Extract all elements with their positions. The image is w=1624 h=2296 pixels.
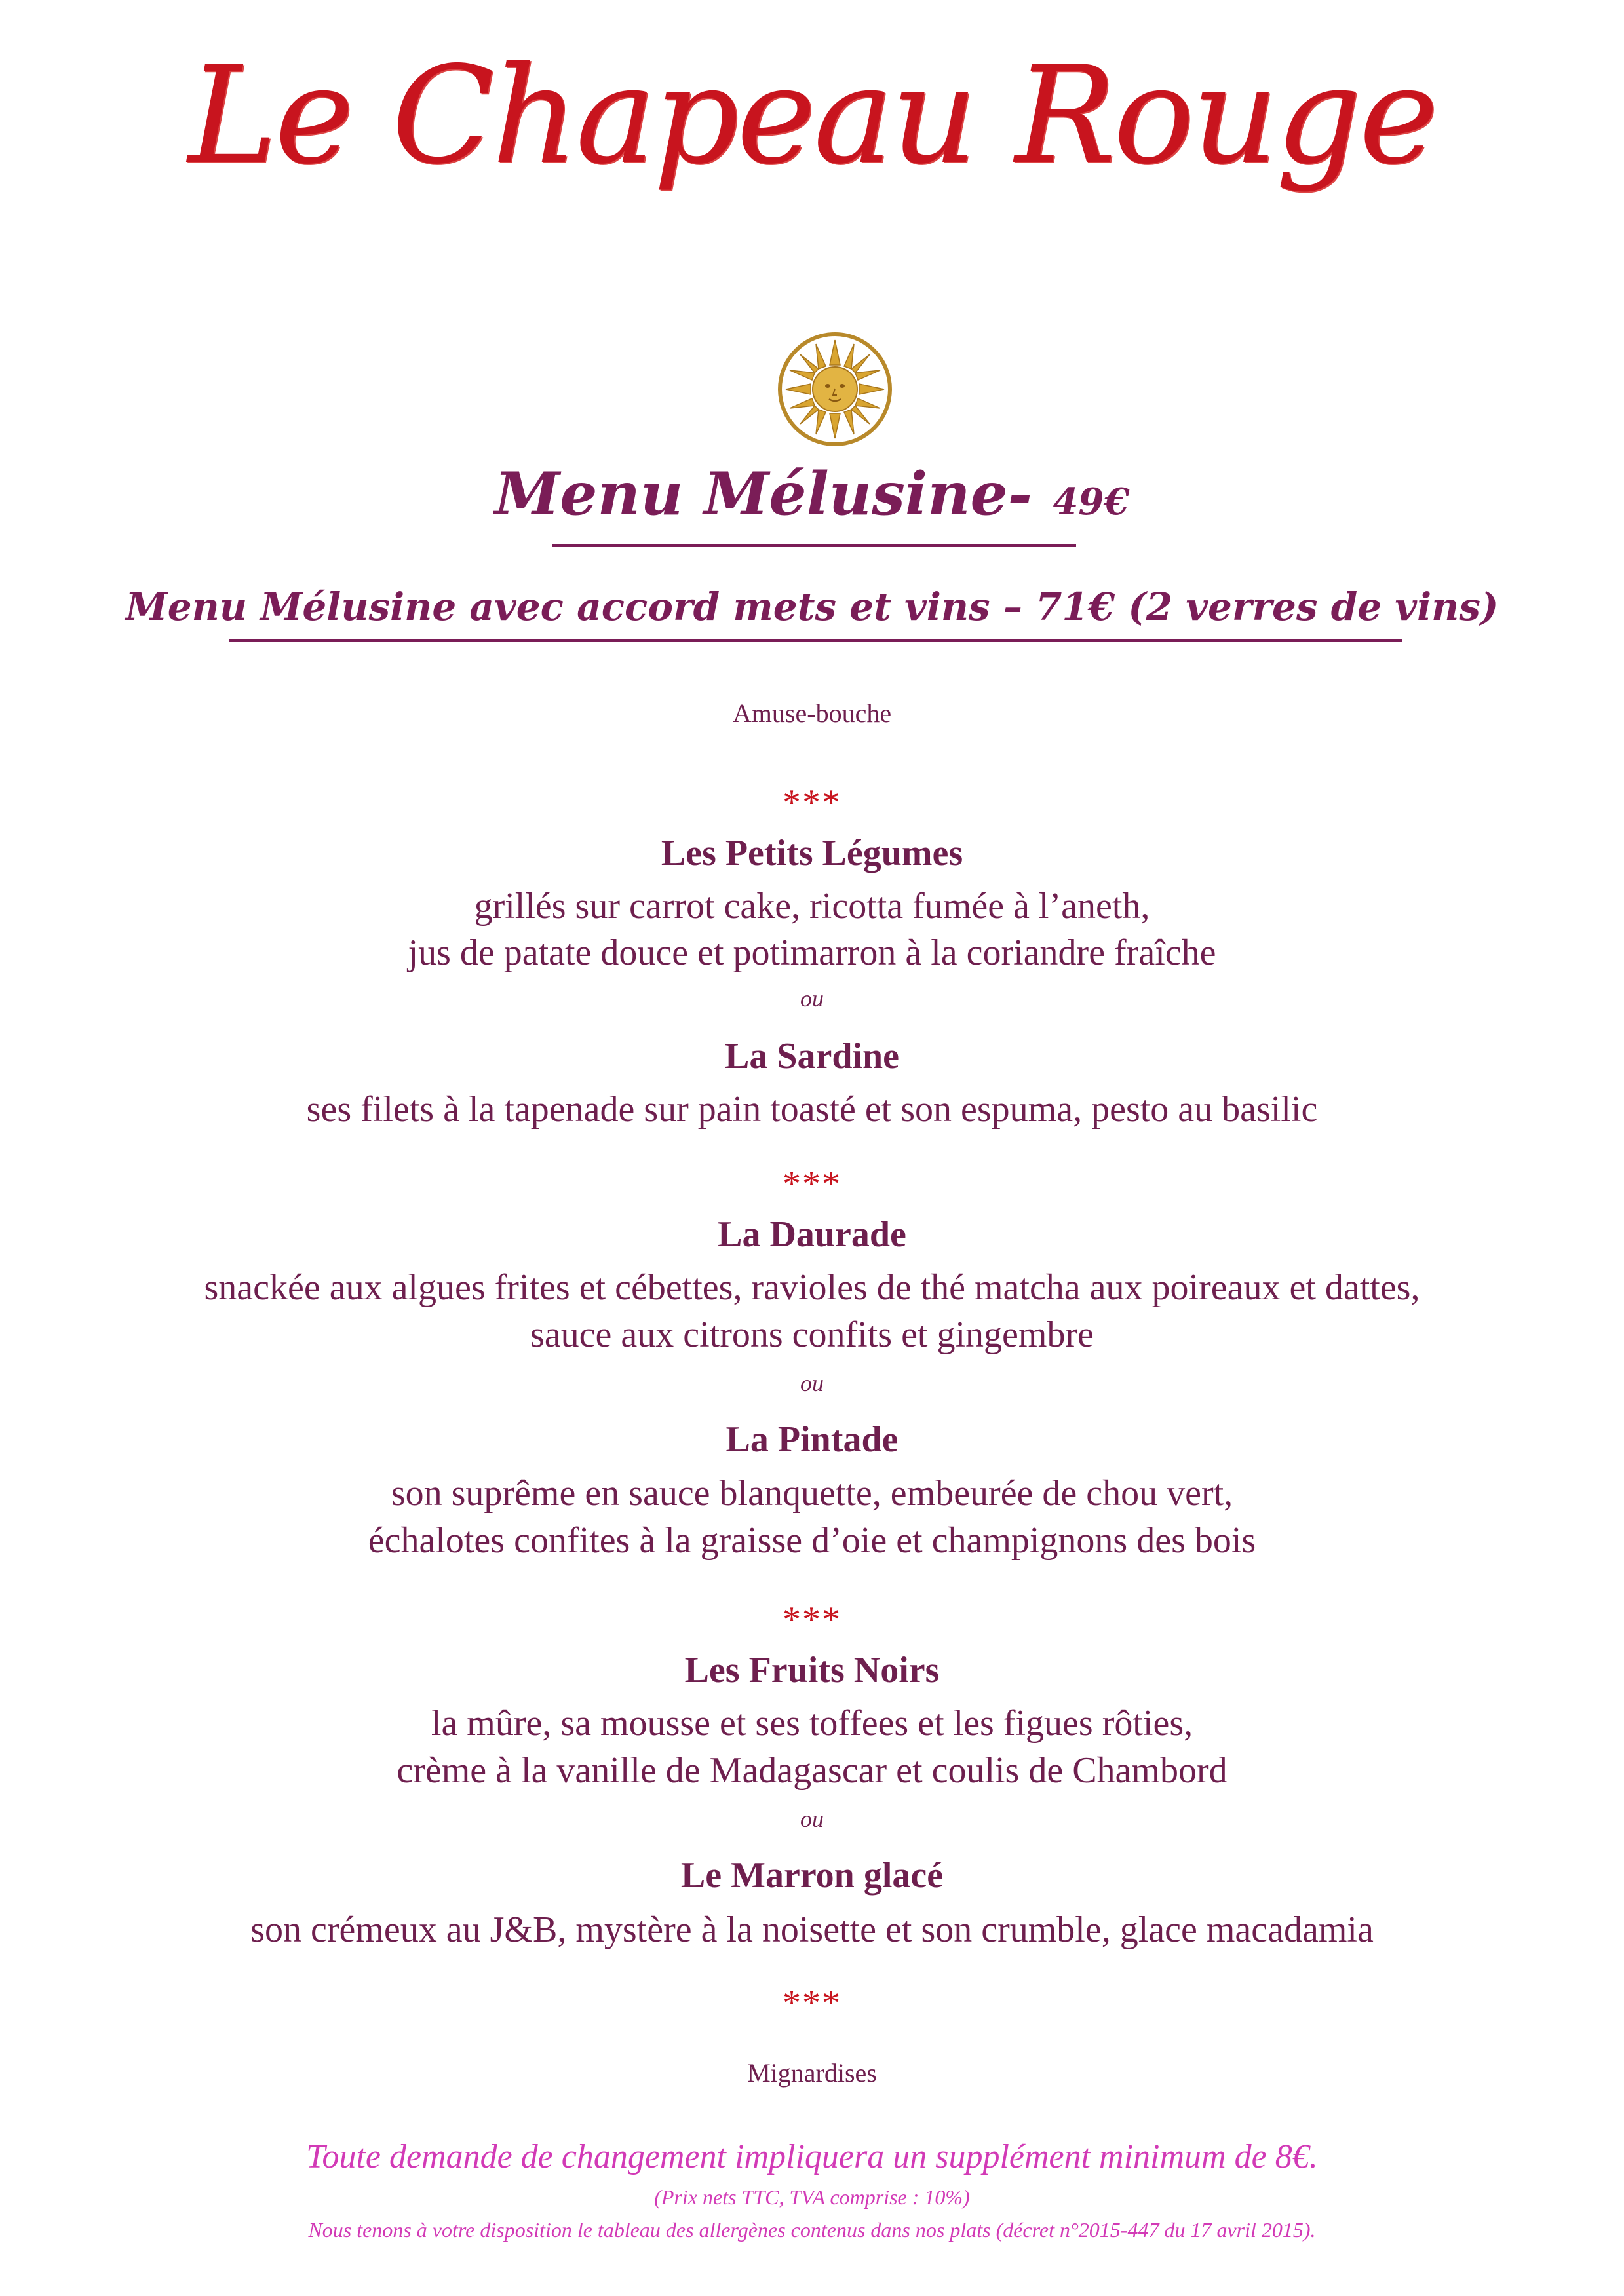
menu-price: 49€	[1053, 480, 1130, 524]
mignardises: Mignardises	[747, 2058, 877, 2088]
course-separator: ***	[783, 782, 841, 823]
dish-description: son crémeux au J&B, mystère à la noisette et son crumble, glace macadamia	[250, 1909, 1374, 1950]
dish-description: la mûre, sa mousse et ses toffees et les figues rôties,	[431, 1703, 1193, 1744]
amuse-bouche: Amuse-bouche	[732, 698, 892, 728]
dish-name: Les Fruits Noirs	[684, 1650, 940, 1691]
allergen-note: Nous tenons à votre disposition le tableau des allergènes contenus dans nos plats (décret n°2015-447 du 17 avril 2015).	[308, 2218, 1316, 2242]
title-underline	[552, 544, 1076, 547]
dish-name: La Pintade	[725, 1419, 899, 1460]
dish-description: crème à la vanille de Madagascar et coulis de Chambord	[396, 1750, 1228, 1791]
dish-description: grillés sur carrot cake, ricotta fumée à l’aneth,	[474, 886, 1150, 927]
menu-name: Menu Mélusine-	[494, 459, 1053, 529]
pairing-underline	[229, 639, 1402, 642]
dish-name: La Sardine	[724, 1036, 900, 1077]
course-separator: ***	[783, 1599, 841, 1640]
dish-description: jus de patate douce et potimarron à la coriandre fraîche	[408, 932, 1216, 973]
wine-pairing-title: Menu Mélusine avec accord mets et vins – 71€ (2 verres de vins)	[125, 584, 1499, 629]
change-supplement-note: Toute demande de changement impliquera un supplément minimum de 8€.	[306, 2138, 1318, 2175]
dish-name: Les Petits Légumes	[661, 833, 963, 873]
dish-name: Le Marron glacé	[680, 1855, 944, 1896]
dish-description: échalotes confites à la graisse d’oie et champignons des bois	[368, 1520, 1256, 1561]
course-separator: ***	[783, 1164, 841, 1204]
dish-description: ses filets à la tapenade sur pain toasté et son espuma, pesto au basilic	[306, 1089, 1318, 1130]
course-separator: ***	[783, 1983, 841, 2023]
dish-description: sauce aux citrons confits et gingembre	[530, 1314, 1094, 1355]
dish-description: son suprême en sauce blanquette, embeurée de chou vert,	[391, 1473, 1233, 1514]
or-divider: ou	[800, 1370, 824, 1396]
menu-title	[0, 459, 1624, 529]
dish-description: snackée aux algues frites et cébettes, ravioles de thé matcha aux poireaux et dattes,	[204, 1267, 1420, 1308]
price-note: (Prix nets TTC, TVA comprise : 10%)	[654, 2185, 970, 2209]
sun-emblem-icon	[777, 331, 893, 448]
dish-name: La Daurade	[718, 1214, 906, 1255]
or-divider: ou	[800, 1806, 824, 1832]
restaurant-logo: Le Chapeau Rouge	[187, 38, 1437, 194]
or-divider: ou	[800, 985, 824, 1012]
